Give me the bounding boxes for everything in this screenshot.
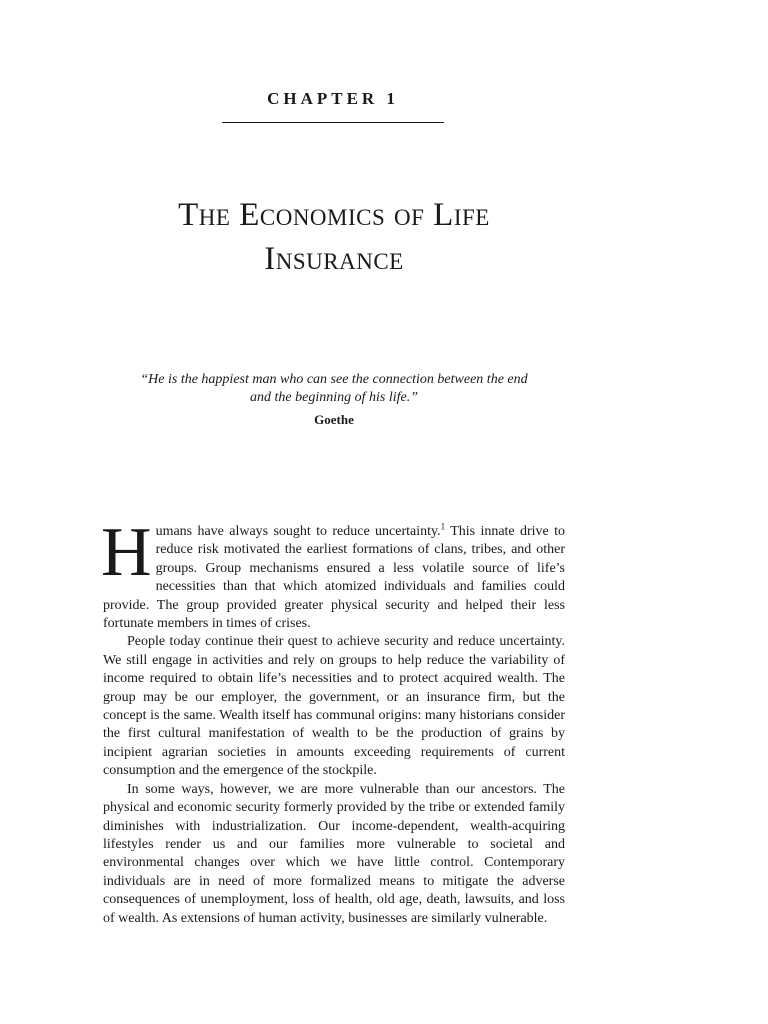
paragraph-3: In some ways, however, we are more vulnerable than our ancestors. The physical and economic security formerly provided by the tribe or extended family diminishes with industrialization. Our income-dependent, wealth-acquiring lifestyles render us and our families more vulnerable to societal and environmental changes over which we have little control. Contemporary individuals are in need of more formalized means to mitigate the adverse consequences of unemployment, loss of health, old age, death, lawsuits, and loss of wealth. As extensions of human activity, businesses are similarly vulnerable. <box>103 781 565 926</box>
body-text <box>101 514 566 928</box>
paragraph-1-text-b: This innate drive to reduce risk motivated the earliest formations of clans, tribes, and other groups. Group mechanisms ensured a less volatile source of life’s necessities than that which atomized individuals and families could provide. The group provided greater physical security and helped their less fortunate members in times of crises. <box>103 524 566 632</box>
footnote-marker[interactable]: 1 <box>440 521 446 532</box>
chapter-title-line-2: Insurance <box>264 241 404 277</box>
epigraph-author: Goethe <box>314 412 354 427</box>
paragraph-1-text-a: umans have always sought to reduce uncertainty. <box>155 524 441 539</box>
chapter-label: CHAPTER 1 <box>267 89 399 108</box>
paragraph-1 <box>101 514 566 633</box>
epigraph-quote-line-1: “He is the happiest man who can see the connection between the end <box>140 372 528 387</box>
paragraph-2: People today continue their quest to achieve security and reduce uncertainty. We still engage in activities and rely on groups to help reduce the variability of income required to obtain life’s necessities and to protect acquired wealth. The group may be our employer, the government, or an insurance firm, but the concept is the same. Wealth itself has communal origins: many historians consider the first cultural manifestation of wealth to be the production of grains by incipient agrarian societies in amounts exceeding requirements of current consumption and the emergence of the stockpile. <box>103 634 565 779</box>
drop-cap: H <box>101 514 152 591</box>
chapter-title-line-1: The Economics of Life <box>178 197 490 233</box>
epigraph-quote-line-2: and the beginning of his life.” <box>250 390 418 405</box>
epigraph-quote <box>104 371 564 407</box>
chapter-rule <box>222 122 444 123</box>
epigraph <box>104 371 564 429</box>
chapter-title <box>104 193 564 281</box>
